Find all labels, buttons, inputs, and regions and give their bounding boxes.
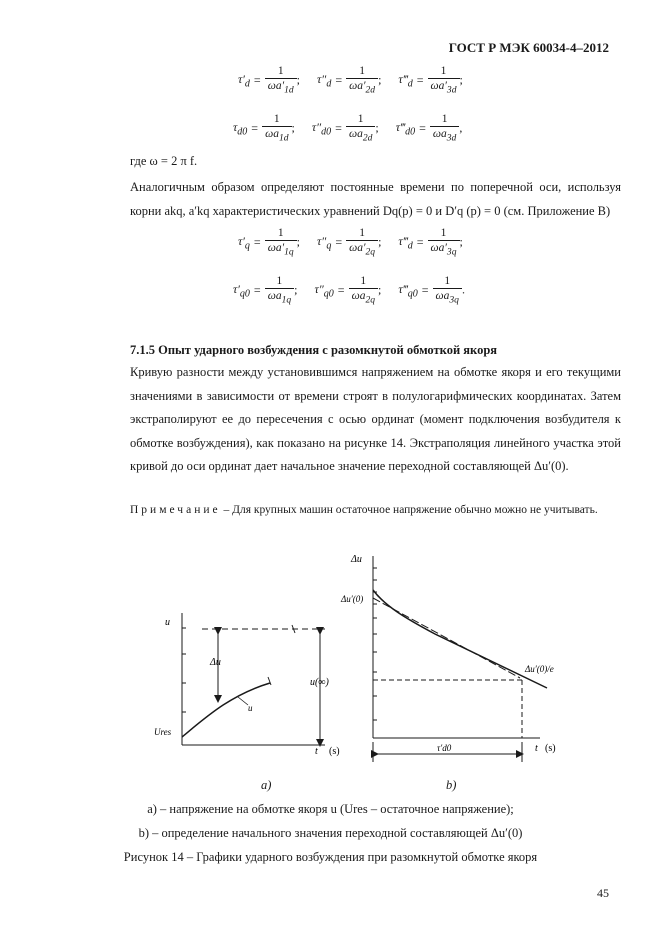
document-header: ГОСТ Р МЭК 60034-4–2012 — [448, 40, 609, 55]
caption-b: b) – определение начального значения переходной составляющей Δu′(0) — [138, 826, 523, 840]
formula-row-d-transient — [238, 64, 477, 97]
figure-a-label-uinf: u(∞) — [310, 677, 329, 688]
figure-b-label-t: t — [535, 743, 538, 754]
formula-tau-d01: $\tau_{d0}$ = $\frac{1}{\omega a_{1d}}$ ; — [233, 113, 295, 144]
note — [130, 498, 621, 522]
paragraph-quadrature: Аналогичным образом определяют постоянные времени по поперечной оси, используя корни akq, a′kq характеристических уравнений Dq(p) = 0 и D′q (p) = 0 (см. Приложение В) — [130, 180, 621, 218]
figure-a-curve — [182, 683, 270, 737]
figure-b — [341, 548, 570, 768]
page-number: 45 — [597, 886, 609, 900]
formula-tau-q01: $\tau'_{q0}$ = $\frac{1}{\omega a_{1q}}$ ; — [233, 275, 298, 306]
formula-row-d-open — [233, 112, 476, 145]
formula-tau-d2: $\tau''_d$ = $\frac{1}{\omega a'_{2d}}$ ; — [317, 65, 382, 96]
formula-tau-d02: $\tau''_{d0}$ = $\frac{1}{\omega a_{2d}}$ ; — [311, 113, 379, 144]
formula-tau-d1: $\tau'_d$ = $\frac{1}{\omega a'_{1d}}$ ; — [238, 65, 301, 96]
figure-b-label-s: (s) — [545, 743, 556, 754]
figure-a-label-u: u — [165, 617, 170, 628]
formula-tau-q03: $\tau‴_{q0}$ = $\frac{1}{\omega a_{3q}}$ . — [398, 275, 465, 306]
figure-b-label-du0: Δu′(0) — [341, 594, 364, 604]
formula-tau-d3: $\tau‴_d$ = $\frac{1}{\omega a'_{3d}}$ ; — [398, 65, 463, 96]
paragraph-method: Кривую разности между установившимся напряжением на обмотке якоря и его текущими значениями в зависимости от времени строят в полулогарифмических координатах. Затем экстраполируют ее до пересечения с осью ординат (момент подключения возбудителя к обмотке возбуждения), как показано на рисунке 14. Экстраполяция линейного участка этой кривой до оси ординат дает начальное значение переходной составляющей Δu′(0). — [130, 365, 621, 473]
figure-a-label-ures: Ures — [154, 727, 172, 737]
where-clause: где ω = 2 π f. — [130, 154, 198, 168]
figure-b-curve — [373, 590, 547, 688]
figure-b-label-du0e: Δu′(0)/e — [525, 664, 554, 674]
figure-a — [150, 605, 340, 765]
formula-tau-q2: $\tau''_q$ = $\frac{1}{\omega a'_{2q}}$ ; — [317, 227, 382, 258]
formula-tau-d03: $\tau‴_{d0}$ = $\frac{1}{\omega a_{3d}}$ , — [395, 113, 463, 144]
formula-row-q-transient — [238, 226, 477, 259]
formula-row-q-open — [233, 274, 479, 307]
figure-a-label-du: Δu — [210, 657, 221, 668]
figure-a-label-t: t — [315, 746, 318, 757]
figure-a-caption: a) — [261, 778, 272, 792]
figure-a-label-ucurve: u — [248, 703, 253, 713]
formula-tau-q02: $\tau''_{q0}$ = $\frac{1}{\omega a_{2q}}$ ; — [314, 275, 382, 306]
note-text: – Для крупных машин остаточное напряжение обычно можно не учитывать. — [220, 504, 598, 516]
section-heading: 7.1.5 Опыт ударного возбуждения с разомкнутой обмоткой якоря — [130, 343, 498, 357]
formula-tau-q1: $\tau'_q$ = $\frac{1}{\omega a'_{1q}}$ ; — [238, 227, 301, 258]
figure-b-label-du: Δu — [351, 554, 362, 565]
figure-b-caption: b) — [446, 778, 457, 792]
caption-a: a) – напряжение на обмотке якоря u (Ures – остаточное напряжение); — [147, 802, 514, 816]
figure-a-label-s: (s) — [329, 746, 340, 757]
formula-tau-q3: $\tau‴_d$ = $\frac{1}{\omega a'_{3q}}$ ; — [398, 227, 463, 258]
note-label: Примечание — [130, 504, 221, 516]
figure-b-label-tau: τ′d0 — [437, 743, 452, 753]
figure-title: Рисунок 14 – Графики ударного возбуждения при разомкнутой обмотке якоря — [123, 850, 538, 864]
